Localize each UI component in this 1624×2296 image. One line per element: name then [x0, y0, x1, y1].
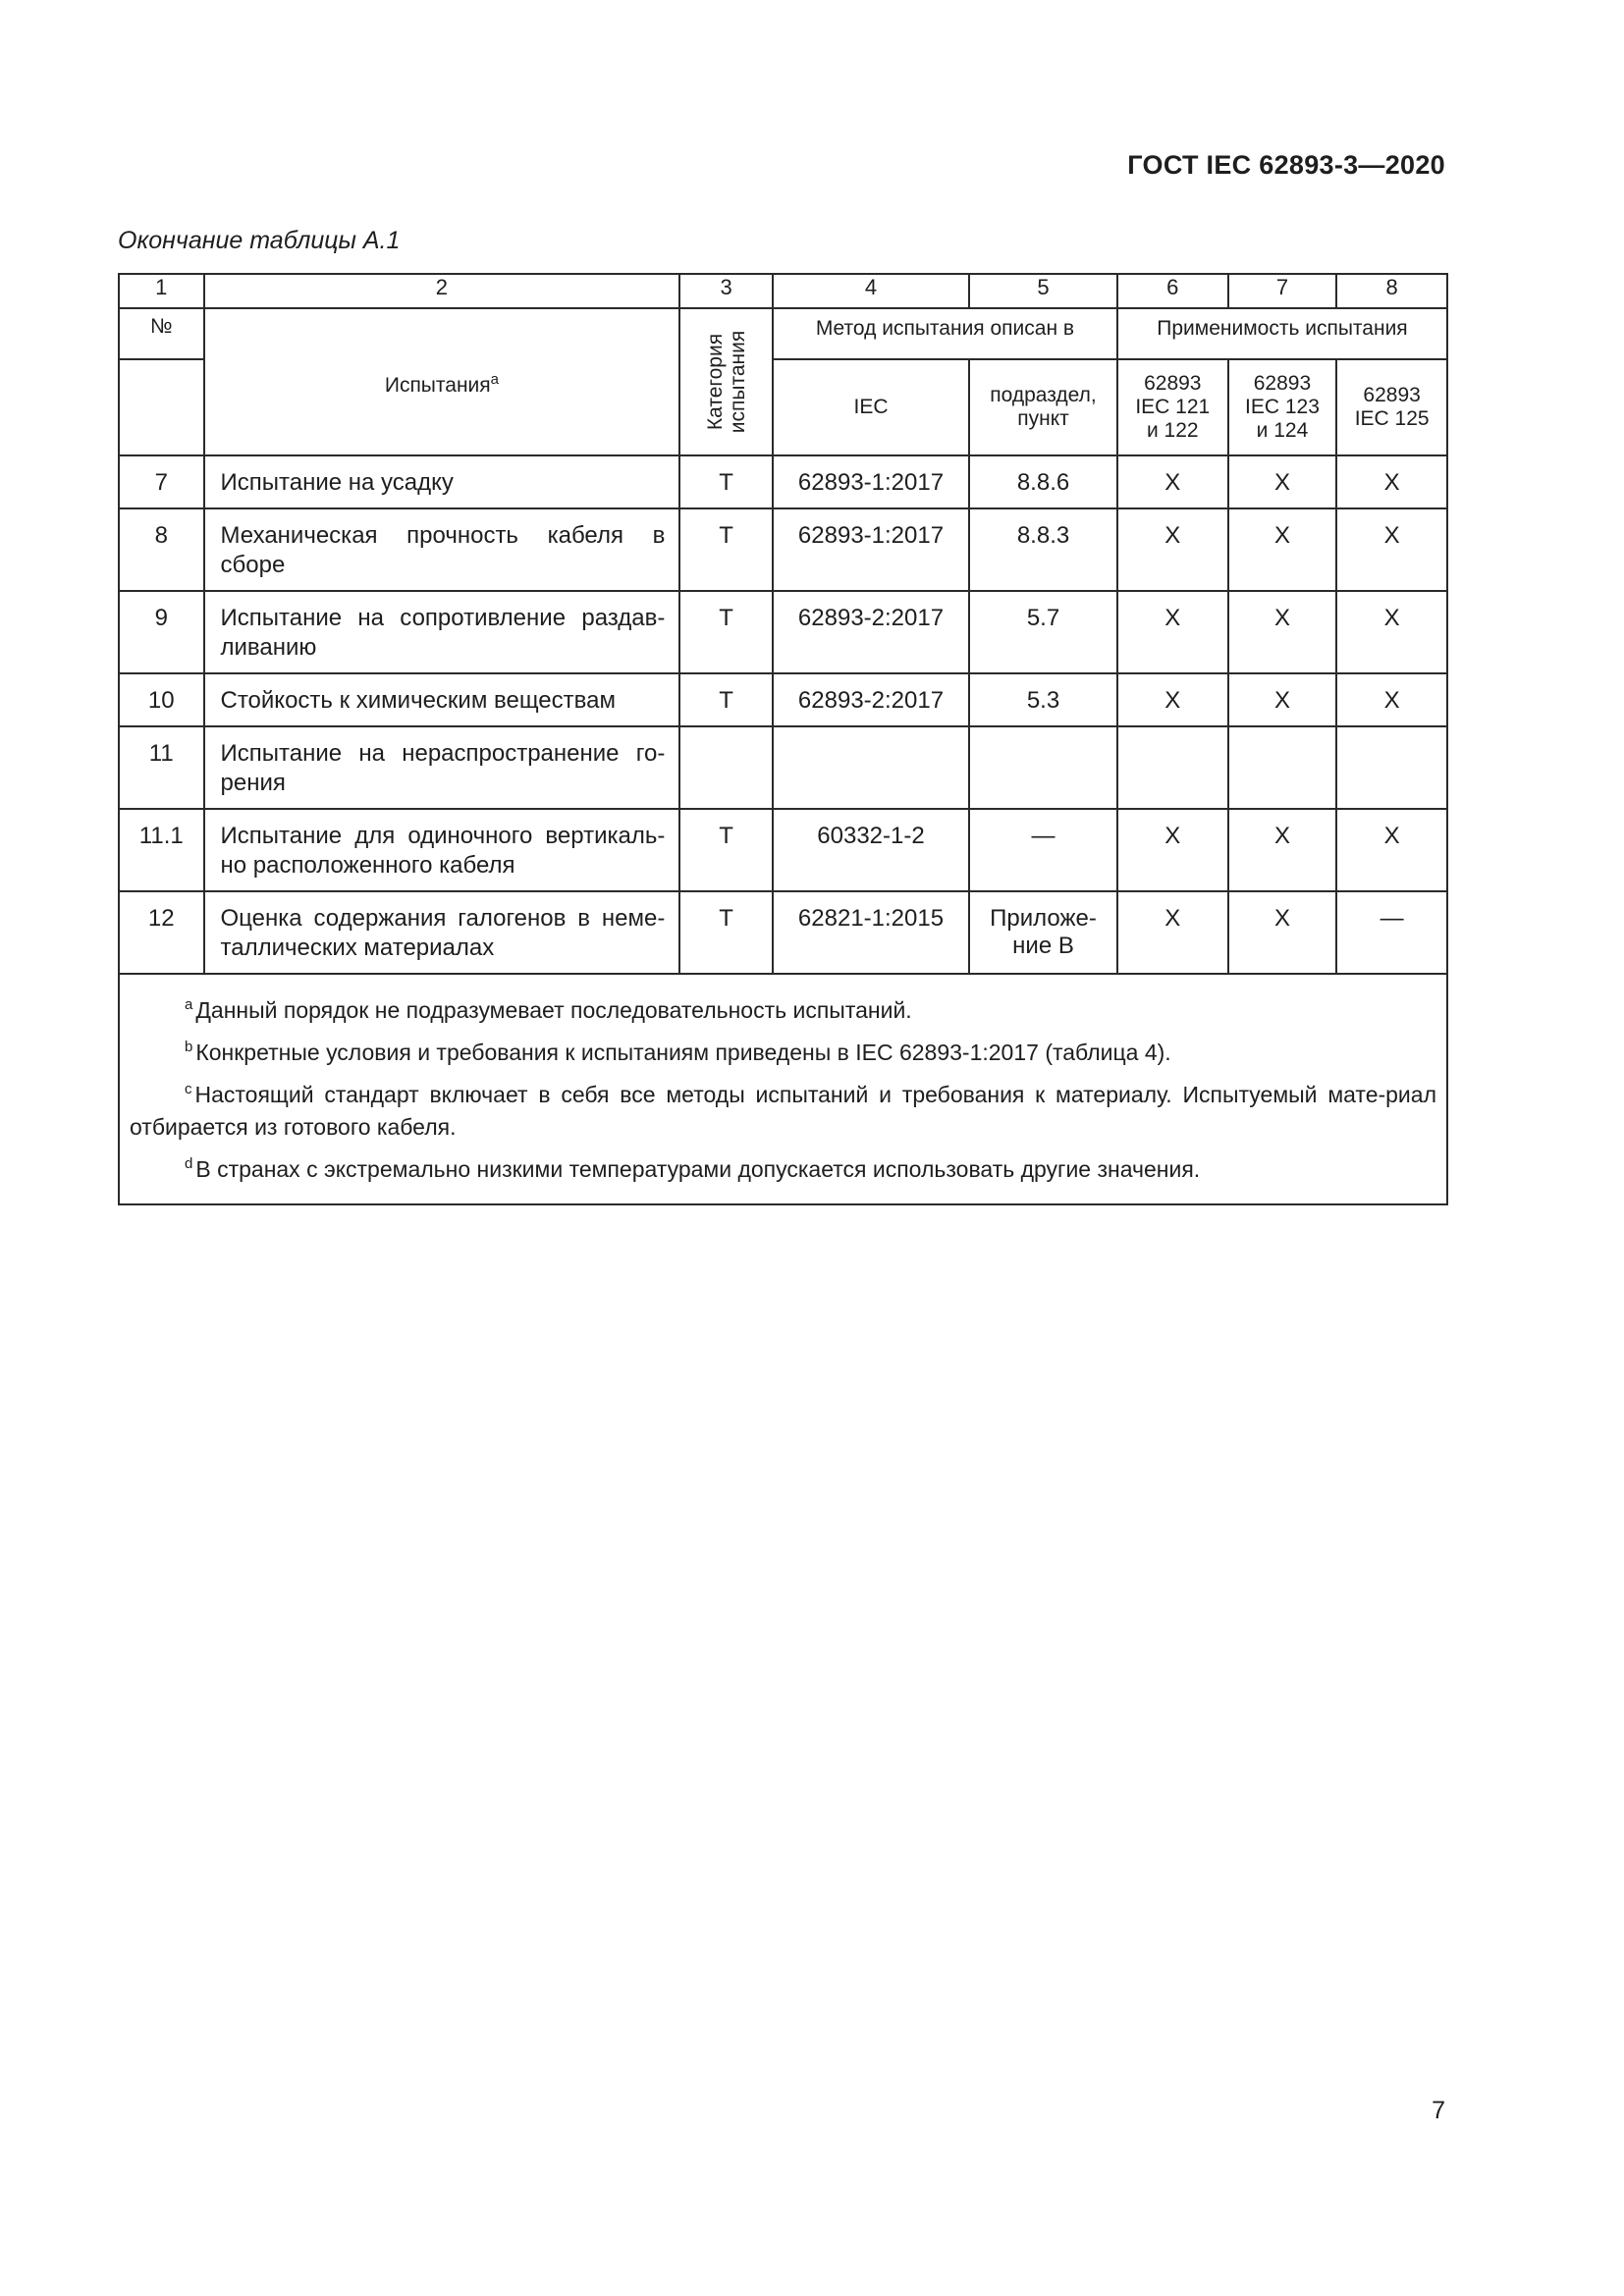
- category-header-line1: Категория: [703, 333, 727, 431]
- category-header-line2: испытания: [726, 330, 749, 434]
- footnote-mark: a: [490, 371, 500, 388]
- row-test: Испытание на усадку: [204, 455, 680, 508]
- row-iec: [773, 726, 969, 809]
- row-app1: X: [1117, 673, 1228, 726]
- row-number: 8: [119, 508, 204, 591]
- footnote-mark: d: [185, 1155, 193, 1172]
- row-app3: X: [1336, 591, 1447, 673]
- table-row: [119, 591, 1447, 673]
- row-iec: 62821-1:2015: [773, 891, 969, 974]
- footnote: [130, 1148, 1436, 1186]
- row-category: Т: [679, 673, 773, 726]
- app1-line2: IEC 121: [1135, 396, 1211, 418]
- row-category: Т: [679, 508, 773, 591]
- table-row: [119, 891, 1447, 974]
- row-clause: 8.8.3: [969, 508, 1117, 591]
- table-row: [119, 455, 1447, 508]
- table-row: [119, 809, 1447, 891]
- row-clause: —: [969, 809, 1117, 891]
- iec-header: IEC: [773, 359, 969, 455]
- app1-line1: 62893: [1144, 372, 1202, 395]
- table-notes: [119, 974, 1447, 1204]
- tests-header: [204, 308, 680, 455]
- row-test: Испытание на сопротивление раздав-ливанию: [204, 591, 680, 673]
- row-app1: X: [1117, 891, 1228, 974]
- row-test: Испытание для одиночного вертикаль-но расположенного кабеля: [204, 809, 680, 891]
- row-app3: X: [1336, 809, 1447, 891]
- row-iec: 62893-2:2017: [773, 673, 969, 726]
- row-test: Испытание на нераспространение го-рения: [204, 726, 680, 809]
- row-clause: 5.7: [969, 591, 1117, 673]
- row-number: 10: [119, 673, 204, 726]
- column-number: 6: [1117, 274, 1228, 308]
- table-row: [119, 726, 1447, 809]
- row-number: 9: [119, 591, 204, 673]
- row-category: Т: [679, 809, 773, 891]
- footnote: [130, 988, 1436, 1027]
- row-clause: 5.3: [969, 673, 1117, 726]
- footnote: [130, 1031, 1436, 1069]
- row-app3: X: [1336, 508, 1447, 591]
- column-number: 4: [773, 274, 969, 308]
- number-header-blank: [119, 359, 204, 455]
- footnote-text: В странах с экстремально низкими температурами допускается использовать другие значения.: [195, 1156, 1201, 1182]
- method-group-header: Метод испытания описан в: [773, 308, 1117, 359]
- row-clause: Приложе-ние В: [969, 891, 1117, 974]
- row-test: Стойкость к химическим веществам: [204, 673, 680, 726]
- row-app2: X: [1228, 673, 1337, 726]
- applicability-header-1: [1117, 359, 1228, 455]
- number-header: №: [119, 308, 204, 359]
- column-number: 7: [1228, 274, 1337, 308]
- row-app1: X: [1117, 809, 1228, 891]
- column-number: 5: [969, 274, 1117, 308]
- row-iec: 60332-1-2: [773, 809, 969, 891]
- footnote-text: Данный порядок не подразумевает последовательность испытаний.: [195, 997, 912, 1023]
- notes-row: [119, 974, 1447, 1204]
- app2-line3: и 124: [1256, 419, 1309, 442]
- applicability-header-3: [1336, 359, 1447, 455]
- table-row: [119, 508, 1447, 591]
- row-app3: X: [1336, 455, 1447, 508]
- table-caption: Окончание таблицы А.1: [118, 227, 401, 254]
- row-test: Механическая прочность кабеля в сборе: [204, 508, 680, 591]
- column-number: 8: [1336, 274, 1447, 308]
- table-row: [119, 673, 1447, 726]
- document-code: ГОСТ IEC 62893-3—2020: [1127, 150, 1445, 180]
- footnote-text: Настоящий стандарт включает в себя все методы испытаний и требования к материалу. Испытуемый мате-риал отбирается из готового кабеля.: [130, 1082, 1436, 1140]
- row-app2: X: [1228, 508, 1337, 591]
- row-app2: [1228, 726, 1337, 809]
- subsection-header: [969, 359, 1117, 455]
- row-iec: 62893-2:2017: [773, 591, 969, 673]
- row-test: Оценка содержания галогенов в неме-таллических материалах: [204, 891, 680, 974]
- column-number-row: [119, 274, 1447, 308]
- column-number: 1: [119, 274, 204, 308]
- row-app3: X: [1336, 673, 1447, 726]
- footnote-text: Конкретные условия и требования к испытаниям приведены в IEC 62893-1:2017 (таблица 4).: [195, 1040, 1171, 1065]
- app3-line1: 62893: [1363, 384, 1421, 406]
- applicability-header-2: [1228, 359, 1337, 455]
- row-app1: X: [1117, 508, 1228, 591]
- app3-line2: IEC 125: [1354, 407, 1430, 430]
- row-number: 11.1: [119, 809, 204, 891]
- page-number: 7: [1432, 2097, 1445, 2124]
- row-category: Т: [679, 455, 773, 508]
- row-app1: X: [1117, 591, 1228, 673]
- footnote-mark: c: [185, 1081, 192, 1097]
- row-clause: 8.8.6: [969, 455, 1117, 508]
- row-iec: 62893-1:2017: [773, 455, 969, 508]
- category-header: [679, 308, 773, 455]
- row-app2: X: [1228, 809, 1337, 891]
- row-app2: X: [1228, 591, 1337, 673]
- row-number: 11: [119, 726, 204, 809]
- applicability-group-header: Применимость испытания: [1117, 308, 1447, 359]
- row-category: Т: [679, 591, 773, 673]
- row-app2: X: [1228, 455, 1337, 508]
- footnote-mark: a: [185, 996, 193, 1013]
- row-number: 12: [119, 891, 204, 974]
- app1-line3: и 122: [1146, 419, 1199, 442]
- app2-line1: 62893: [1253, 372, 1312, 395]
- subsection-header-line2: пункт: [1017, 407, 1069, 430]
- row-number: 7: [119, 455, 204, 508]
- header-row-1: [119, 308, 1447, 359]
- row-clause: [969, 726, 1117, 809]
- row-app1: [1117, 726, 1228, 809]
- row-app3: [1336, 726, 1447, 809]
- footnote-mark: b: [185, 1039, 193, 1055]
- footnote: [130, 1073, 1436, 1144]
- row-app3: —: [1336, 891, 1447, 974]
- app2-line2: IEC 123: [1245, 396, 1320, 418]
- tests-header-label: Испытания: [384, 374, 491, 397]
- row-category: Т: [679, 891, 773, 974]
- row-category: [679, 726, 773, 809]
- column-number: 3: [679, 274, 773, 308]
- subsection-header-line1: подраздел,: [990, 384, 1097, 406]
- column-number: 2: [204, 274, 680, 308]
- test-table: [118, 273, 1448, 1205]
- row-app2: X: [1228, 891, 1337, 974]
- row-app1: X: [1117, 455, 1228, 508]
- row-iec: 62893-1:2017: [773, 508, 969, 591]
